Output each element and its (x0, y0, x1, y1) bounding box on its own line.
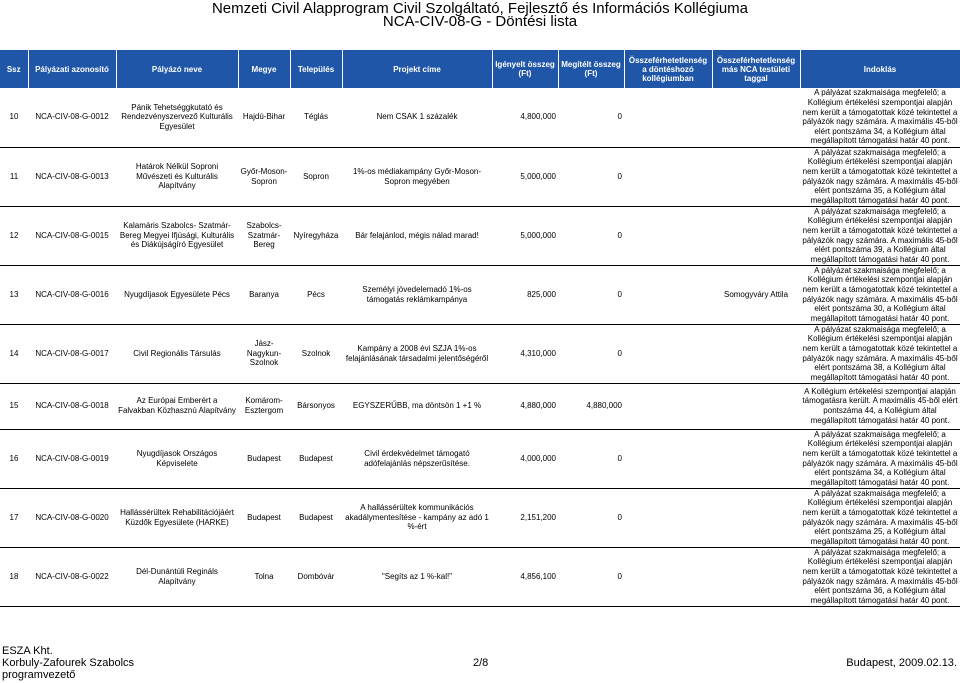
settlement: Szolnok (301, 348, 331, 358)
row-number: 18 (9, 571, 19, 581)
conflict-board (624, 206, 712, 265)
application-id: NCA-CIV-08-G-0019 (35, 453, 109, 463)
conflict-board (624, 383, 712, 429)
justification: A pályázat szakmaisága megfelelő; a Kollégium értékelési szempontjai alapján nem került a támogatottak közé tekintettel a pályázók nagy számára. A maximális 45-ből elért pontszáma 36, a Kollégium által megállapított támogatási határ 40 pont. (802, 547, 958, 605)
table-row (0, 547, 960, 606)
applicant-name: Dél-Dunántúli Regináls Alapítvány (136, 566, 218, 586)
conflict-other (712, 147, 800, 206)
settlement: Pécs (307, 289, 325, 299)
requested-amount: 4,000,000 (520, 453, 556, 463)
table-row (0, 206, 960, 265)
footer-role: programvezető (2, 669, 76, 681)
settlement: Bársonyos (297, 401, 335, 411)
project-title: EGYSZERŰBB, ma döntsön 1 +1 % (352, 401, 482, 411)
table-row (0, 324, 960, 383)
conflict-other (712, 383, 800, 429)
application-id: NCA-CIV-08-G-0012 (35, 112, 109, 122)
row-number: 14 (9, 348, 19, 358)
justification: A pályázat szakmaisága megfelelő; a Kollégium értékelési szempontjai alapján nem került a támogatottak közé tekintettel a pályázók nagy számára. A maximális 45-ből elért pontszáma 39, a Kollégium által megállapított támogatási határ 40 pont. (802, 206, 958, 264)
applicant-name: Az Európai Emberért a Falvakban Közhasznú Alapítvány (118, 396, 236, 415)
table-row (0, 147, 960, 206)
column-header: Indoklás (800, 50, 960, 88)
project-title: 1%-os médiakampány Győr-Moson-Sopron megyében (352, 166, 482, 186)
column-header: Település (290, 50, 342, 88)
project-title: Civil érdekvédelmet támogató adófelajánlás népszerűsítése. (364, 448, 470, 468)
justification: A pályázat szakmaisága megfelelő; a Kollégium értékelési szempontjai alapján nem került a támogatottak közé tekintettel a pályázók nagy számára. A maximális 45-ből elért pontszáma 30, a Kollégium által megállapított támogatási határ 40 pont. (802, 265, 958, 323)
decision-table (0, 50, 960, 607)
conflict-board (624, 547, 712, 606)
applicant-name: Nyugdíjasok Egyesülete Pécs (124, 289, 230, 299)
conflict-other (712, 488, 800, 547)
settlement: Budapest (299, 453, 333, 463)
applicant-name: Hallássérültek Rehabilitációjáért Küzdők Egyesülete (HARKE) (120, 507, 234, 527)
conflict-other (712, 429, 800, 488)
project-title: "Segíts az 1 %-kal!" (381, 571, 453, 581)
column-header: Megítélt összeg (Ft) (558, 50, 624, 88)
project-title: A hallássérültek kommunikációs akadálymentesítése - kampány az adó 1 %-ért (345, 503, 489, 532)
footer-date: Budapest, 2009.02.13. (846, 657, 957, 669)
application-id: NCA-CIV-08-G-0017 (35, 348, 109, 358)
county: Jász-Nagykun-Szolnok (246, 339, 282, 368)
requested-amount: 5,000,000 (520, 230, 556, 240)
column-header: Összeférhetetlenség más NCA testületi taggal (712, 50, 800, 88)
county: Tolna (254, 571, 274, 581)
conflict-board (624, 147, 712, 206)
county: Komárom-Esztergom (244, 396, 284, 415)
column-header: Összeférhetetlenség a döntéshozó kollégiumban (624, 50, 712, 88)
application-id: NCA-CIV-08-G-0022 (35, 571, 109, 581)
settlement: Sopron (303, 171, 329, 181)
row-number: 12 (9, 230, 19, 240)
conflict-board (624, 488, 712, 547)
requested-amount: 5,000,000 (520, 171, 556, 181)
granted-amount: 0 (617, 112, 622, 122)
requested-amount: 4,856,100 (520, 571, 556, 581)
settlement: Téglás (303, 112, 328, 122)
column-header: Projekt címe (342, 50, 492, 88)
table-row (0, 88, 960, 147)
row-number: 13 (9, 289, 19, 299)
table-row (0, 265, 960, 324)
row-number: 10 (9, 112, 19, 122)
application-id: NCA-CIV-08-G-0015 (35, 230, 109, 240)
requested-amount: 4,880,000 (520, 401, 556, 411)
settlement: Budapest (299, 512, 333, 522)
justification: A pályázat szakmaisága megfelelő; a Kollégium értékelési szempontjai alapján nem került a támogatottak közé tekintettel a pályázók nagy számára. A maximális 45-ből elért pontszáma 34, a Kollégium által megállapított támogatási határ 40 pont. (802, 429, 958, 487)
settlement: Dombóvár (297, 571, 335, 581)
granted-amount: 0 (617, 289, 622, 299)
applicant-name: Civil Regionális Társulás (133, 348, 221, 358)
project-title: Kampány a 2008 évi SZJA 1%-os felajánlásának társadalmi jelentőségéről (345, 343, 489, 363)
column-header: Igényelt összeg (Ft) (492, 50, 558, 88)
granted-amount: 0 (617, 571, 622, 581)
conflict-board (624, 324, 712, 383)
table-row (0, 429, 960, 488)
granted-amount: 4,880,000 (586, 401, 622, 411)
project-title: Személyi jövedelemadó 1%-os támogatás reklámkampánya (362, 284, 472, 304)
conflict-other (712, 547, 800, 606)
conflict-other (712, 206, 800, 265)
column-header: Megye (238, 50, 290, 88)
granted-amount: 0 (617, 348, 622, 358)
application-id: NCA-CIV-08-G-0020 (35, 512, 109, 522)
row-number: 15 (9, 401, 19, 411)
requested-amount: 825,000 (527, 289, 556, 299)
column-header: Pályázó neve (116, 50, 238, 88)
granted-amount: 0 (617, 230, 622, 240)
justification: A Kollégium értékelési szempontjai alapján támogatásra került. A maximális 45-ből elért pontszáma 44, a Kollégium által megállapított támogatási határ 40 pont. (802, 386, 958, 425)
conflict-other (712, 88, 800, 147)
conflict-board (624, 429, 712, 488)
application-id: NCA-CIV-08-G-0013 (35, 171, 109, 181)
applicant-name: Határok Nélkül Soproni Művészeti és Kulturális Alapítvány (135, 162, 219, 191)
settlement: Nyíregyháza (293, 230, 339, 240)
applicant-name: Kalamáris Szabolcs- Szatmár-Bereg Megyei Ifjúsági, Kulturális és Diákújságíró Egyesület (119, 221, 235, 250)
granted-amount: 0 (617, 512, 622, 522)
header-row (0, 50, 960, 88)
project-title: Bár felajánlod, mégis nálad marad! (355, 230, 479, 240)
document-subtitle: NCA-CIV-08-G - Döntési lista (382, 13, 578, 30)
justification: A pályázat szakmaisága megfelelő; a Kollégium értékelési szempontjai alapján nem került a támogatottak közé tekintettel a pályázók nagy számára. A maximális 45-ből elért pontszáma 25, a Kollégium által megállapított támogatási határ 40 pont. (802, 488, 958, 546)
county: Baranya (249, 289, 279, 299)
row-number: 16 (9, 453, 19, 463)
applicant-name: Nyugdíjasok Országos Képviselete (136, 448, 218, 468)
justification: A pályázat szakmaisága megfelelő; a Kollégium értékelési szempontjai alapján nem került a támogatottak közé tekintettel a pályázók nagy számára. A maximális 45-ből elért pontszáma 38, a Kollégium által megállapított támogatási határ 40 pont. (802, 324, 958, 382)
project-title: Nem CSAK 1 százalék (376, 112, 458, 122)
justification: A pályázat szakmaisága megfelelő; a Kollégium értékelési szempontjai alapján nem került a támogatottak közé tekintettel a pályázók nagy számára. A maximális 45-ből elért pontszáma 35, a Kollégium által megállapított támogatási határ 40 pont. (802, 147, 958, 205)
page-number: 2/8 (473, 657, 489, 669)
applicant-name: Pánik Tehetséggkutató és Rendezvényszervező Kulturális Egyesület (121, 102, 233, 132)
requested-amount: 4,310,000 (520, 348, 556, 358)
row-number: 17 (9, 512, 19, 522)
row-number: 11 (9, 171, 19, 181)
conflict-board (624, 265, 712, 324)
footer-person: Korbuly-Zafourek Szabolcs (2, 657, 135, 669)
column-header: Pályázati azonosító (28, 50, 116, 88)
county: Hajdú-Bihar (242, 112, 286, 122)
county: Szabolcs-Szatmár-Bereg (246, 221, 282, 250)
justification: A pályázat szakmaisága megfelelő; a Kollégium értékelési szempontjai alapján nem került a támogatottak közé tekintettel a pályázók nagy számára. A maximális 45-ből elért pontszáma 34, a Kollégium által megállapított támogatási határ 40 pont. (802, 88, 958, 146)
conflict-board (624, 88, 712, 147)
document-title: Nemzeti Civil Alapprogram Civil Szolgáltató, Fejlesztő és Információs Kollégiuma (211, 0, 749, 17)
footer-org: ESZA Kht. (2, 645, 53, 657)
requested-amount: 2,151,200 (520, 512, 556, 522)
column-header: Ssz (0, 50, 28, 88)
county: Budapest (247, 512, 281, 522)
county: Győr-Moson-Sopron (240, 166, 288, 186)
county: Budapest (247, 453, 281, 463)
application-id: NCA-CIV-08-G-0016 (35, 289, 109, 299)
granted-amount: 0 (617, 453, 622, 463)
table-row (0, 383, 960, 429)
granted-amount: 0 (617, 171, 622, 181)
conflict-other (712, 324, 800, 383)
conflict-other: Somogyváry Attila (723, 289, 789, 299)
table-row (0, 488, 960, 547)
application-id: NCA-CIV-08-G-0018 (35, 401, 109, 411)
requested-amount: 4,800,000 (520, 112, 556, 122)
